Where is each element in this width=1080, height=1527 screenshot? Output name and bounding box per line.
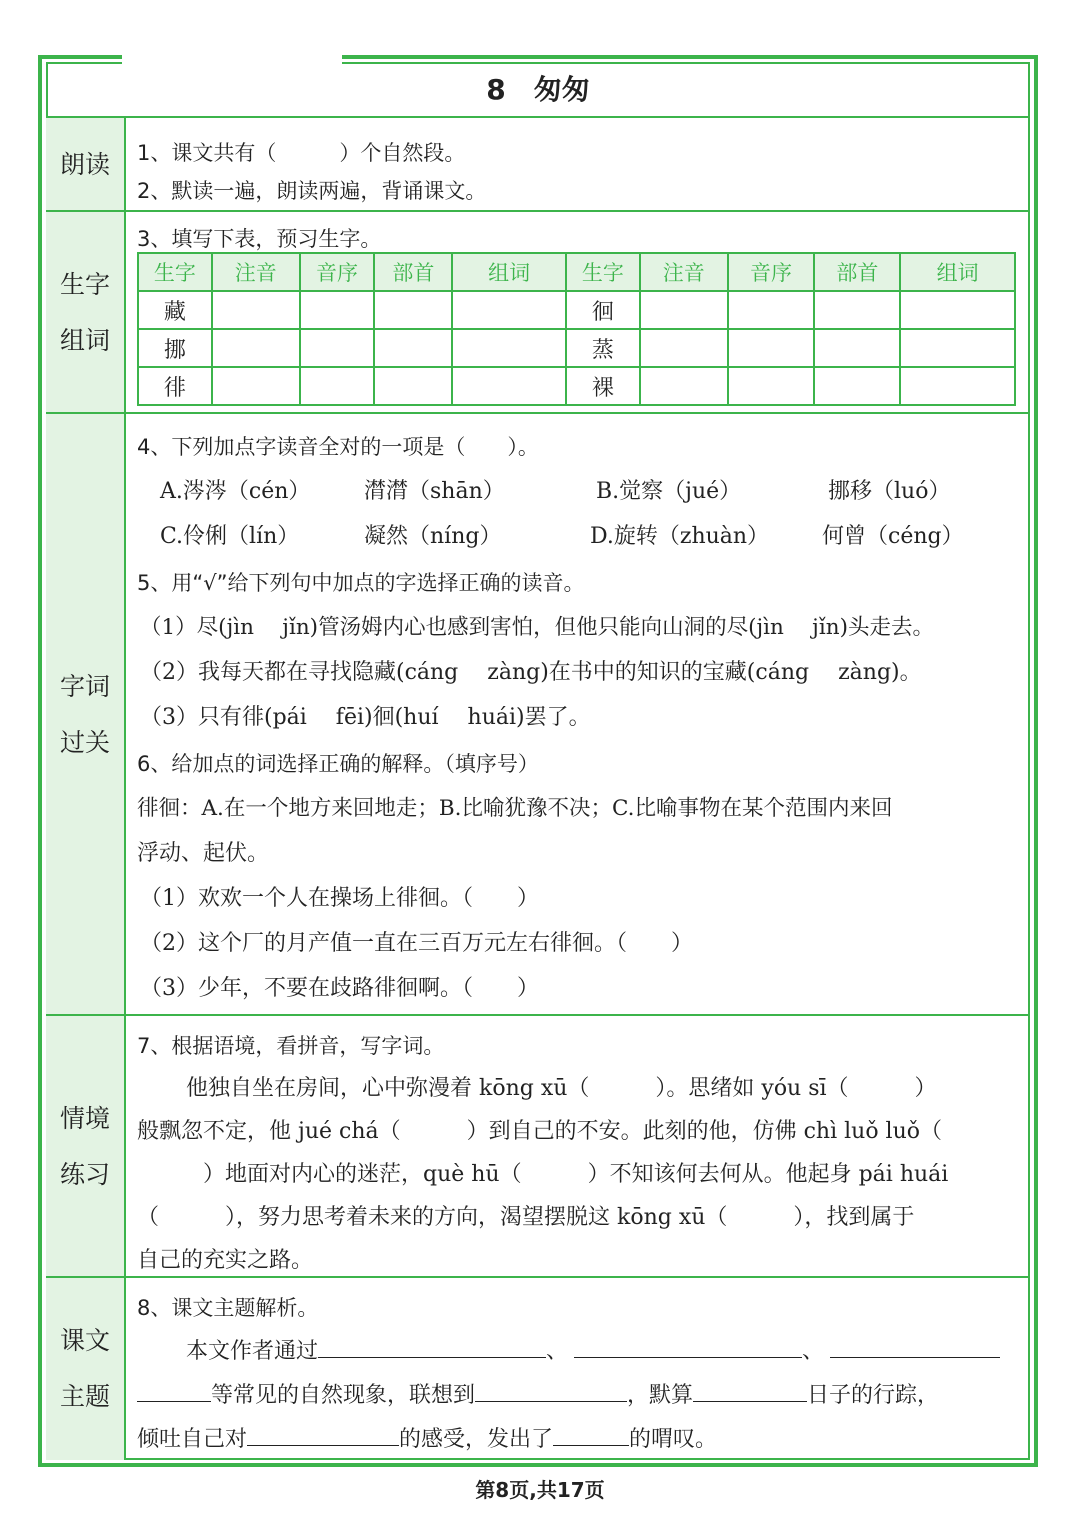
- answer-cell[interactable]: [640, 329, 728, 367]
- answer-cell[interactable]: [212, 329, 300, 367]
- label-text: 练习: [59, 1160, 110, 1189]
- page-title: 8 匆匆: [46, 62, 1030, 118]
- answer-cell[interactable]: [728, 329, 815, 367]
- option-c1: C.伶俐（lín）: [160, 524, 300, 549]
- q5-sentence-3: （3）只有徘(pái fēi)徊(huí huái)罢了。: [140, 705, 591, 730]
- answer-cell[interactable]: [900, 329, 1015, 367]
- char-cell: 藏: [138, 291, 212, 329]
- answer-cell[interactable]: [374, 367, 452, 405]
- answer-blank[interactable]: [574, 1333, 802, 1358]
- q8-text: 等常见的自然现象，联想到: [211, 1383, 476, 1408]
- q8-separator: 、: [546, 1339, 569, 1364]
- label-text: 主题: [59, 1382, 110, 1411]
- answer-blank[interactable]: [137, 1377, 211, 1402]
- question-3: 3、填写下表，预习生字。: [137, 227, 382, 251]
- char-cell: 裸: [566, 367, 640, 405]
- answer-blank[interactable]: [247, 1421, 399, 1446]
- label-text: 组词: [59, 326, 110, 355]
- question-1: 1、课文共有（ ）个自然段。: [137, 141, 466, 165]
- answer-blank[interactable]: [693, 1377, 807, 1402]
- q7-paragraph-line-1: 他独自坐在房间，心中弥漫着 kōng xū（ ）。思绪如 yóu sī（ ）: [186, 1076, 937, 1101]
- answer-cell[interactable]: [452, 329, 566, 367]
- table-header: 部首: [814, 253, 900, 291]
- question-2: 2、默读一遍，朗读两遍，背诵课文。: [137, 179, 487, 203]
- q7-paragraph-line-2: 般飘忽不定，他 jué chá（ ）到自己的不安。此刻的他，仿佛 chì luǒ luǒ（: [137, 1119, 943, 1144]
- q7-paragraph-line-5: 自己的充实之路。: [137, 1248, 314, 1273]
- label-text: 过关: [59, 728, 110, 757]
- vocab-table: [137, 252, 1016, 406]
- q5-sentence-2: （2）我每天都在寻找隐藏(cáng zàng)在书中的知识的宝藏(cáng zàng)。: [140, 660, 922, 685]
- answer-cell[interactable]: [300, 329, 375, 367]
- table-header: 音序: [728, 253, 815, 291]
- option-b2: 挪移（luó）: [828, 479, 951, 504]
- q8-text: 的喟叹。: [629, 1427, 718, 1452]
- answer-cell[interactable]: [300, 291, 375, 329]
- label-text: 朗读: [59, 150, 110, 179]
- char-cell: 徘: [138, 367, 212, 405]
- answer-cell[interactable]: [900, 291, 1015, 329]
- answer-cell[interactable]: [640, 367, 728, 405]
- question-7: 7、根据语境，看拼音，写字词。: [137, 1034, 445, 1058]
- table-row: [138, 329, 1015, 367]
- table-header: 组词: [452, 253, 566, 291]
- answer-cell[interactable]: [814, 367, 900, 405]
- option-a2: 潸潸（shān）: [364, 479, 505, 504]
- answer-cell[interactable]: [728, 367, 815, 405]
- answer-cell[interactable]: [640, 291, 728, 329]
- table-header-row: [138, 253, 1015, 291]
- answer-cell[interactable]: [814, 329, 900, 367]
- q8-separator: 、: [802, 1339, 825, 1364]
- answer-cell[interactable]: [374, 291, 452, 329]
- answer-cell[interactable]: [212, 367, 300, 405]
- q8-text: 倾吐自己对: [137, 1427, 248, 1452]
- table-header: 组词: [900, 253, 1015, 291]
- table-header: 部首: [374, 253, 452, 291]
- answer-blank[interactable]: [830, 1333, 1000, 1358]
- q6-sentence-1: （1）欢欢一个人在操场上徘徊。（ ）: [140, 886, 539, 911]
- q5-sentence-1: （1）尽(jìn jǐn)管汤姆内心也感到害怕，但他只能向山洞的尽(jìn jǐn)头走去。: [140, 615, 934, 640]
- answer-cell[interactable]: [900, 367, 1015, 405]
- q8-line-2: [137, 1377, 939, 1409]
- question-6: 6、给加点的词选择正确的解释。（填序号）: [137, 752, 539, 776]
- char-cell: 徊: [566, 291, 640, 329]
- question-5: 5、用“√”给下列句中加点的字选择正确的读音。: [137, 571, 585, 595]
- q8-text: 日子的行踪，: [807, 1383, 940, 1408]
- q8-text: 本文作者通过: [186, 1339, 319, 1364]
- q6-definition-2: 浮动、起伏。: [137, 841, 270, 866]
- label-text: 生字: [59, 270, 110, 299]
- answer-cell[interactable]: [452, 291, 566, 329]
- answer-cell[interactable]: [300, 367, 375, 405]
- question-8: 8、课文主题解析。: [137, 1296, 319, 1320]
- question-4: 4、下列加点字读音全对的一项是（ ）。: [137, 435, 539, 459]
- answer-blank[interactable]: [318, 1333, 546, 1358]
- option-d1: D.旋转（zhuàn）: [590, 524, 770, 549]
- page-number: 第8页,共17页: [475, 1478, 605, 1502]
- option-a1: A.涔涔（cén）: [160, 479, 311, 504]
- option-c2: 凝然（níng）: [364, 524, 502, 549]
- q6-sentence-3: （3）少年，不要在歧路徘徊啊。（ ）: [140, 976, 539, 1001]
- q8-text: ，默算: [627, 1383, 694, 1408]
- answer-cell[interactable]: [374, 329, 452, 367]
- table-header: 生字: [566, 253, 640, 291]
- answer-blank[interactable]: [475, 1377, 627, 1402]
- q8-line-1: [186, 1333, 1000, 1365]
- answer-cell[interactable]: [212, 291, 300, 329]
- char-cell: 挪: [138, 329, 212, 367]
- q6-sentence-2: （2）这个厂的月产值一直在三百万元左右徘徊。（ ）: [140, 931, 693, 956]
- table-header: 注音: [212, 253, 300, 291]
- table-row: [138, 291, 1015, 329]
- option-d2: 何曾（céng）: [822, 524, 964, 549]
- label-text: 字词: [59, 672, 110, 701]
- table-header: 注音: [640, 253, 728, 291]
- label-text: 课文: [59, 1326, 110, 1355]
- table-row: [138, 367, 1015, 405]
- table-header: 音序: [300, 253, 375, 291]
- answer-cell[interactable]: [452, 367, 566, 405]
- answer-cell[interactable]: [728, 291, 815, 329]
- answer-blank[interactable]: [553, 1421, 629, 1446]
- char-cell: 蒸: [566, 329, 640, 367]
- q7-paragraph-line-3: ）地面对内心的迷茫，què hū（ ）不知该何去何从。他起身 pái huái: [137, 1162, 949, 1187]
- q7-paragraph-line-4: （ ），努力思考着未来的方向，渴望摆脱这 kōng xū（ ），找到属于: [137, 1205, 915, 1230]
- label-text: 情境: [59, 1104, 110, 1133]
- q8-line-3: [137, 1421, 717, 1453]
- label-theme: [46, 1278, 126, 1460]
- option-b1: B.觉察（jué）: [596, 479, 742, 504]
- q8-text: 的感受，发出了: [399, 1427, 554, 1452]
- q6-definition-1: 徘徊：A.在一个地方来回地走；B.比喻犹豫不决；C.比喻事物在某个范围内来回: [137, 796, 893, 821]
- table-header: 生字: [138, 253, 212, 291]
- answer-cell[interactable]: [814, 291, 900, 329]
